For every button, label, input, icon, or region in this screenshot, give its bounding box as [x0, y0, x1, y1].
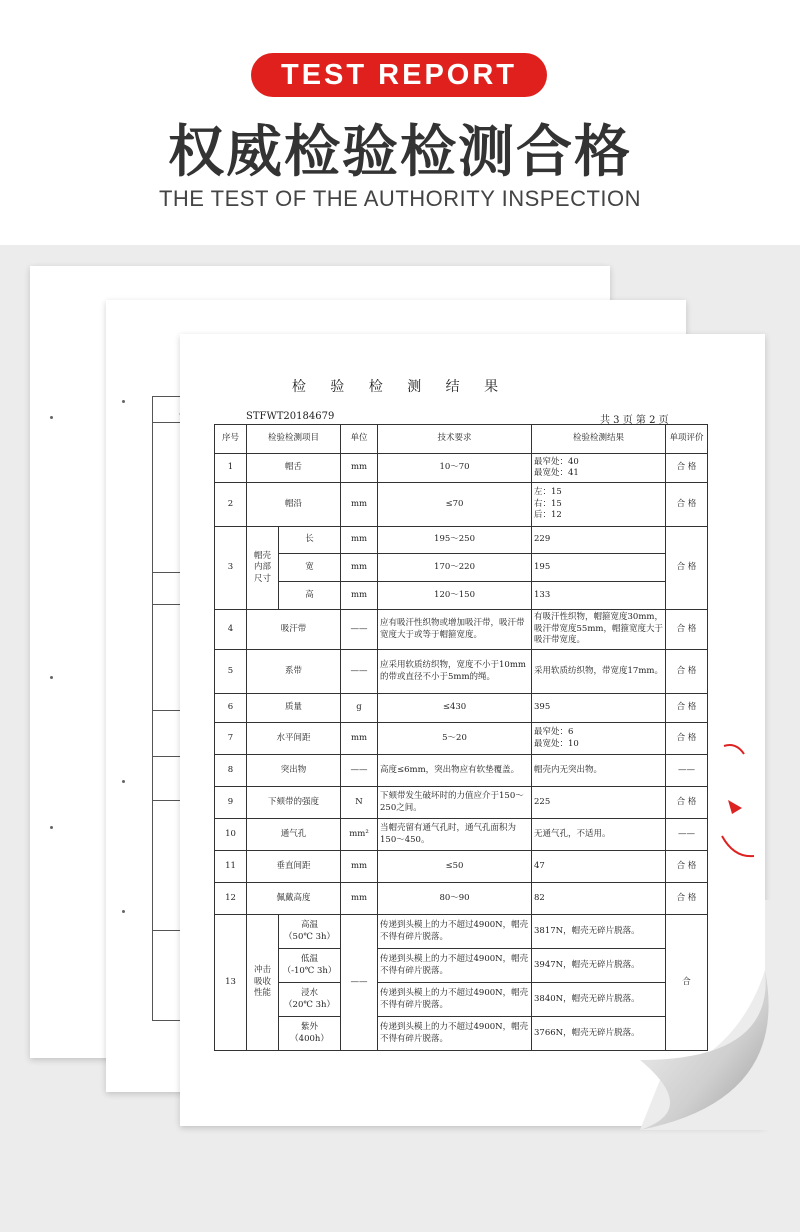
cell-eval: —— — [666, 819, 708, 851]
cell-item: 宽 — [279, 554, 341, 582]
table-row — [215, 582, 708, 610]
table-row — [215, 454, 708, 483]
cell-unit: mm — [341, 527, 378, 554]
th-item: 检验检测项目 — [247, 425, 341, 454]
header-area — [0, 0, 800, 245]
cell-req: 80～90 — [378, 883, 532, 915]
cell-req: 传递到头模上的力不超过4900N，帽壳不得有碎片脱落。 — [378, 949, 532, 983]
th-unit: 单位 — [341, 425, 378, 454]
cell-unit: mm — [341, 723, 378, 755]
cell-result: 395 — [532, 694, 666, 723]
cell-result: 有吸汗性织物，帽箍宽度30mm，吸汗带宽度55mm，帽箍宽度大于吸汗带宽度。 — [532, 610, 666, 650]
cell-result: 无通气孔，不适用。 — [532, 819, 666, 851]
cell-result: 229 — [532, 527, 666, 554]
cell-req: 5～20 — [378, 723, 532, 755]
cell-item: 紫外 （400h） — [279, 1017, 341, 1051]
cell-item: 浸水 （20℃ 3h） — [279, 983, 341, 1017]
cell-item: 通气孔 — [247, 819, 341, 851]
page-subtitle: THE TEST OF THE AUTHORITY INSPECTION — [158, 186, 642, 211]
page-title: 权威检验检测合格 — [168, 120, 632, 185]
cell-item: 高温 （50℃ 3h） — [279, 915, 341, 949]
cell-eval: —— — [666, 755, 708, 787]
cell-no: 8 — [215, 755, 247, 787]
table-row — [215, 694, 708, 723]
cell-eval: 合 格 — [666, 483, 708, 527]
cell-unit: —— — [341, 650, 378, 694]
cell-req: 传递到头模上的力不超过4900N，帽壳不得有碎片脱落。 — [378, 915, 532, 949]
table-row — [215, 554, 708, 582]
cell-req: 传递到头模上的力不超过4900N，帽壳不得有碎片脱落。 — [378, 1017, 532, 1051]
table-row — [215, 483, 708, 527]
cell-req: ≤430 — [378, 694, 532, 723]
cell-req: 当帽壳留有通气孔时，通气孔面积为150～450。 — [378, 819, 532, 851]
cell-item: 低温 （-10℃ 3h） — [279, 949, 341, 983]
cell-req: 应有吸汗性织物或增加吸汗带，吸汗带宽度大于或等于帽箍宽度。 — [378, 610, 532, 650]
cell-unit: —— — [341, 610, 378, 650]
cell-no: 11 — [215, 851, 247, 883]
cell-result: 133 — [532, 582, 666, 610]
cell-result: 82 — [532, 883, 666, 915]
cell-group: 帽壳内部尺寸 — [247, 527, 279, 610]
cell-unit: g — [341, 694, 378, 723]
cell-no: 5 — [215, 650, 247, 694]
cell-result: 最窄处：40 最宽处：41 — [532, 454, 666, 483]
cell-eval: 合 格 — [666, 851, 708, 883]
cell-no: 3 — [215, 527, 247, 610]
cell-unit: —— — [341, 915, 378, 1051]
cell-item: 水平间距 — [247, 723, 341, 755]
cell-no: 9 — [215, 787, 247, 819]
cell-item: 系带 — [247, 650, 341, 694]
cell-unit: mm — [341, 851, 378, 883]
cell-eval: 合 格 — [666, 610, 708, 650]
cell-item: 帽沿 — [247, 483, 341, 527]
cell-req: ≤70 — [378, 483, 532, 527]
th-eval: 单项评价 — [666, 425, 708, 454]
cell-eval: 合 格 — [666, 650, 708, 694]
cell-req: 10～70 — [378, 454, 532, 483]
cell-no: 7 — [215, 723, 247, 755]
table-row — [215, 851, 708, 883]
cell-unit: mm — [341, 554, 378, 582]
cell-no: 2 — [215, 483, 247, 527]
cell-result: 225 — [532, 787, 666, 819]
cell-no: 6 — [215, 694, 247, 723]
document-number: STFWT20184679 — [246, 411, 335, 422]
test-report-badge: TEST REPORT — [251, 53, 547, 97]
red-stamp — [718, 740, 778, 860]
cell-no: 13 — [215, 915, 247, 1051]
cell-no: 10 — [215, 819, 247, 851]
cell-eval: 合 格 — [666, 527, 708, 610]
table-header — [215, 425, 708, 454]
cell-unit: mm — [341, 454, 378, 483]
cell-result: 47 — [532, 851, 666, 883]
cell-result: 3947N，帽壳无碎片脱落。 — [532, 949, 666, 983]
cell-req: 170～220 — [378, 554, 532, 582]
table-row — [215, 527, 708, 554]
cell-result: 采用软质纺织物，带宽度17mm。 — [532, 650, 666, 694]
cell-result: 最窄处：6 最宽处：10 — [532, 723, 666, 755]
cell-unit: N — [341, 787, 378, 819]
cell-eval: 合 格 — [666, 454, 708, 483]
cell-unit: mm — [341, 883, 378, 915]
cell-req: 195～250 — [378, 527, 532, 554]
cell-req: 应采用软质纺织物，宽度不小于10mm的带或直径不小于5mm的绳。 — [378, 650, 532, 694]
report-heading: 检 验 检 测 结 果 — [291, 379, 509, 395]
cell-item: 突出物 — [247, 755, 341, 787]
table-row — [215, 755, 708, 787]
cell-result: 帽壳内无突出物。 — [532, 755, 666, 787]
cell-result: 195 — [532, 554, 666, 582]
cell-unit: mm — [341, 582, 378, 610]
cell-group: 冲击吸收性能 — [247, 915, 279, 1051]
cell-unit: —— — [341, 755, 378, 787]
cell-req: 下颏带发生破坏时的力值应介于150～250之间。 — [378, 787, 532, 819]
cell-eval: 合 — [666, 915, 708, 1051]
cell-eval: 合 格 — [666, 883, 708, 915]
th-req: 技术要求 — [378, 425, 532, 454]
table-row — [215, 787, 708, 819]
cell-no: 12 — [215, 883, 247, 915]
table-row — [215, 723, 708, 755]
table-row — [215, 650, 708, 694]
table-row — [215, 610, 708, 650]
cell-req: ≤50 — [378, 851, 532, 883]
cell-req: 传递到头模上的力不超过4900N，帽壳不得有碎片脱落。 — [378, 983, 532, 1017]
cell-no: 4 — [215, 610, 247, 650]
cell-item: 帽舌 — [247, 454, 341, 483]
th-result: 检验检测结果 — [532, 425, 666, 454]
cell-item: 吸汗带 — [247, 610, 341, 650]
cell-result: 3817N，帽壳无碎片脱落。 — [532, 915, 666, 949]
cell-eval: 合 格 — [666, 787, 708, 819]
cell-eval: 合 格 — [666, 723, 708, 755]
cell-unit: mm — [341, 483, 378, 527]
page-number: 共 3 页 第 2 页 — [600, 415, 669, 426]
table-row — [215, 819, 708, 851]
cell-result: 3766N，帽壳无碎片脱落。 — [532, 1017, 666, 1051]
cell-item: 垂直间距 — [247, 851, 341, 883]
cell-item: 长 — [279, 527, 341, 554]
cell-item: 佩戴高度 — [247, 883, 341, 915]
cell-no: 1 — [215, 454, 247, 483]
cell-item: 质量 — [247, 694, 341, 723]
cell-result: 左：15 右：15 后：12 — [532, 483, 666, 527]
cell-result: 3840N，帽壳无碎片脱落。 — [532, 983, 666, 1017]
cell-req: 高度≤6mm，突出物应有软垫覆盖。 — [378, 755, 532, 787]
cell-item: 下颏带的强度 — [247, 787, 341, 819]
th-no: 序号 — [215, 425, 247, 454]
cell-unit: mm² — [341, 819, 378, 851]
cell-item: 高 — [279, 582, 341, 610]
page-curl — [600, 900, 800, 1130]
cell-req: 120～150 — [378, 582, 532, 610]
cell-eval: 合 格 — [666, 694, 708, 723]
